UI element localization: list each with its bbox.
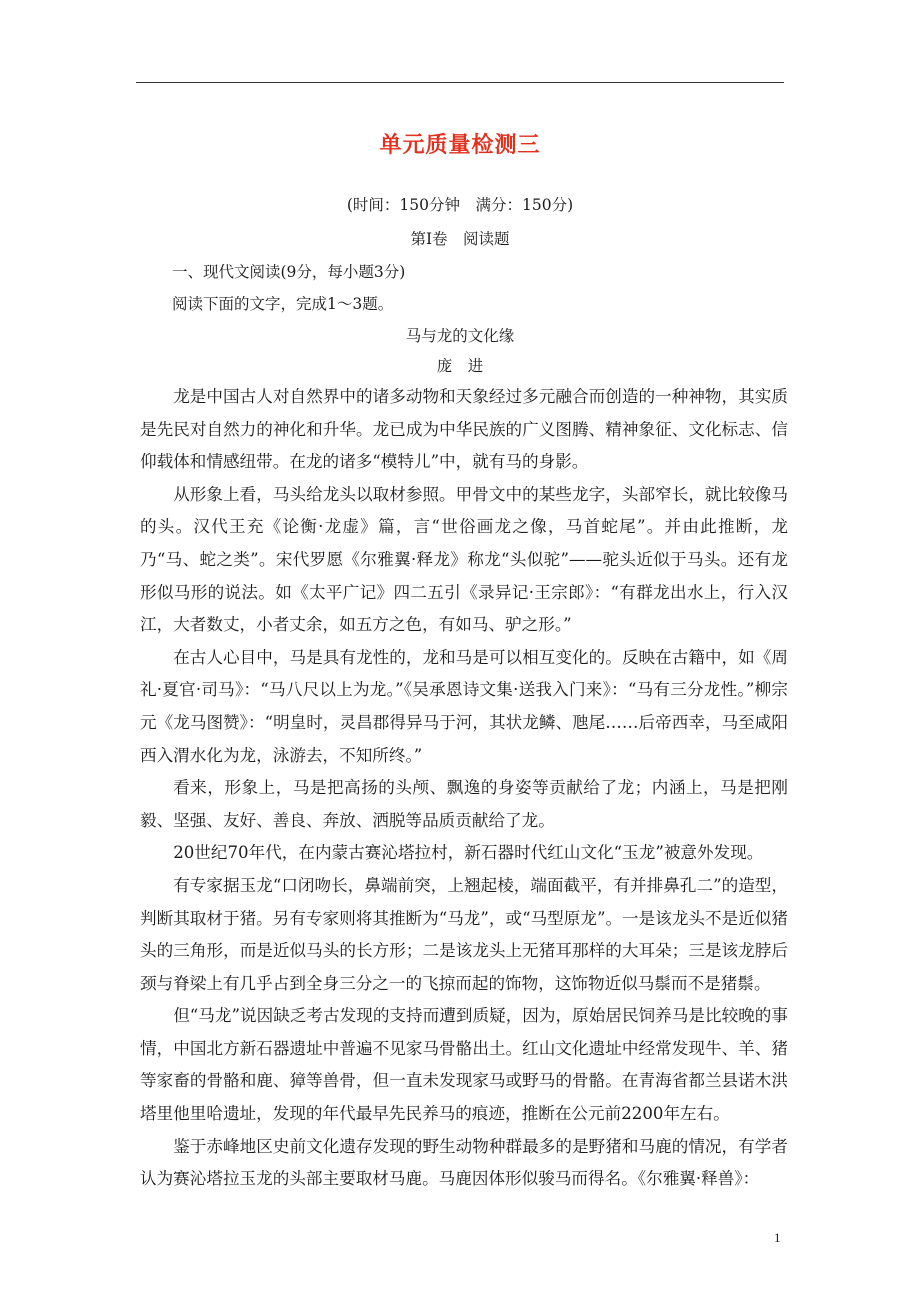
header-rule	[136, 82, 784, 83]
article-paragraph: 龙是中国古人对自然界中的诸多动物和天象经过多元融合而创造的一种神物，其实质是先民对自然力的神化和升华。龙已成为中华民族的广义图腾、精神象征、文化标志、信仰载体和情感纽带。在龙的诸多“模特儿”中，就有马的身影。	[140, 387, 788, 472]
article-paragraph: 看来，形象上，马是把高扬的头颅、飘逸的身姿等贡献给了龙；内涵上，马是把刚毅、坚强、友好、善良、奔放、洒脱等品质贡献给了龙。	[140, 778, 788, 830]
volume-heading: 第Ⅰ卷 阅读题	[410, 230, 510, 248]
page-number: 1	[774, 1230, 781, 1245]
article-paragraph: 鉴于赤峰地区史前文化遗存发现的野生动物种群最多的是野猪和马鹿的情况，有学者认为赛沁塔拉玉龙的头部主要取材马鹿。马鹿因体形似骏马而得名。《尔雅翼·释兽》：	[140, 1136, 788, 1189]
article-title: 马与龙的文化缘	[405, 327, 515, 345]
article-paragraph: 在古人心目中，马是具有龙性的，龙和马是可以相互变化的。反映在古籍中，如《周礼·夏官·司马》：“马八尺以上为龙。”《吴承恩诗文集·送我入门来》：“马有三分龙性。”柳宗元《龙马图赞》：“明皇时，灵昌郡得异马于河，其状龙鳞、虺尾……后帝西幸，马至咸阳西入渭水化为龙，泳游去，不知所终。”	[140, 647, 788, 765]
article-paragraph: 20世纪70年代，在内蒙古赛沁塔拉村，新石器时代红山文化“玉龙”被意外发现。	[173, 843, 764, 863]
article-paragraph: 有专家据玉龙“口闭吻长，鼻端前突，上翘起棱，端面截平，有并排鼻孔二”的造型，判断其取材于猪。另有专家则将其推断为“马龙”，或“马型原龙”。一是该龙头不是近似猪头的三角形，而是近似马头的长方形；二是该龙头上无猪耳那样的大耳朵；三是该龙脖后颈与脊梁上有几乎占到全身三分之一的飞掠而起的饰物，这饰物近似马鬃而不是猪鬃。	[140, 875, 788, 993]
article-author: 庞 进	[436, 357, 484, 375]
article-paragraph: 从形象上看，马头给龙头以取材参照。甲骨文中的某些龙字，头部窄长，就比较像马的头。汉代王充《论衡·龙虚》篇，言“世俗画龙之像，马首蛇尾”。并由此推断，龙乃“马、蛇之类”。宋代罗愿《尔雅翼·释龙》称龙“头似驼”——驼头近似于马头。还有龙形似马形的说法。如《太平广记》四二五引《录异记·王宗郎》：“有群龙出水上，行入汉江，大者数丈，小者丈余，如五方之色，有如马、驴之形。”	[140, 484, 788, 635]
section-heading: 一、现代文阅读(9分，每小题3分)	[172, 263, 406, 281]
article-paragraph: 但“马龙”说因缺乏考古发现的支持而遭到质疑，因为，原始居民饲养马是比较晚的事情，中国北方新石器遗址中普遍不见家马骨骼出土。红山文化遗址中经常发现牛、羊、猪等家畜的骨骼和鹿、獐等兽骨，但一直未发现家马或野马的骨骼。在青海省都兰县诺木洪塔里他里哈遗址，发现的年代最早先民养马的痕迹，推断在公元前2200年左右。	[140, 1006, 788, 1124]
time-score-line: (时间：150分钟 满分：150分)	[346, 196, 574, 214]
page-title: 单元质量检测三	[379, 133, 541, 158]
article-body	[140, 381, 788, 1196]
instruction-line: 阅读下面的文字，完成1～3题。	[172, 295, 394, 313]
